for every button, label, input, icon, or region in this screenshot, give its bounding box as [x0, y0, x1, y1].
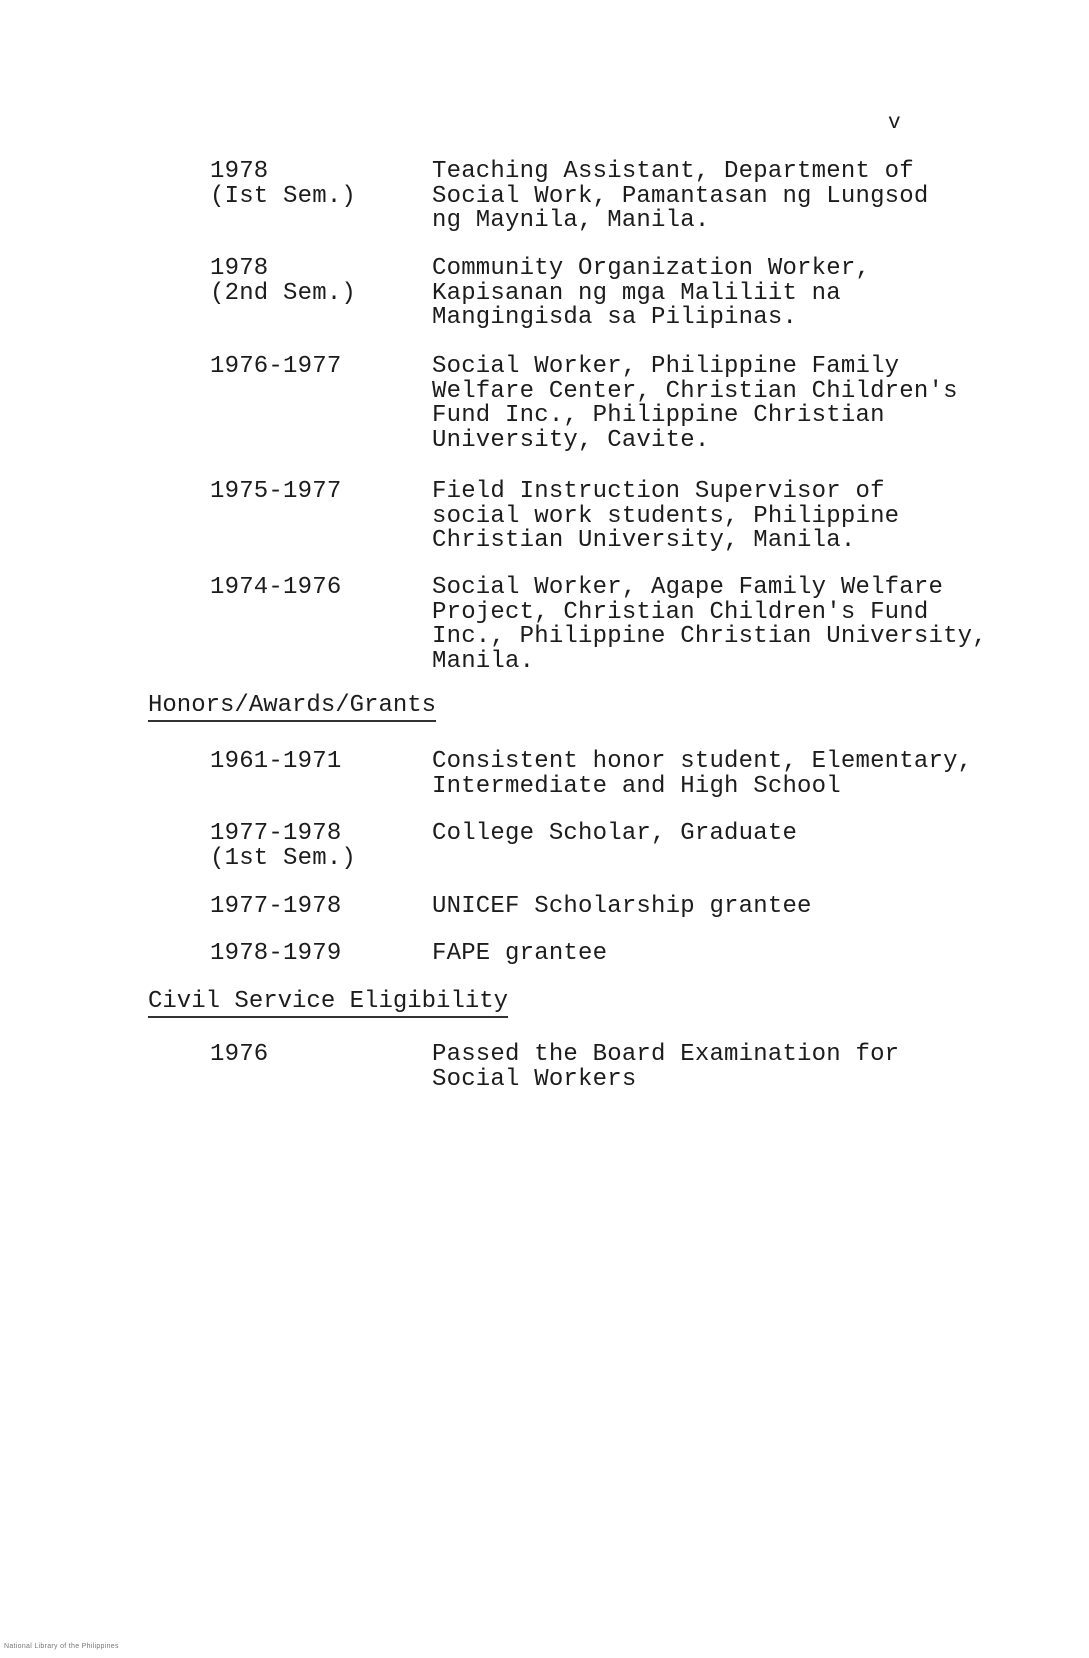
entry-description: Consistent honor student, Elementary, Intermediate and High School — [432, 748, 973, 800]
entry-description: Community Organization Worker, Kapisanan ng mga Maliliit na Mangingisda sa Pilipinas. — [432, 255, 871, 331]
entry-description: UNICEF Scholarship grantee — [432, 893, 812, 920]
entry-date: 1975-1977 — [210, 478, 342, 505]
page-number: v — [888, 112, 901, 135]
entry-date: 1976-1977 — [210, 353, 342, 380]
entry-description: FAPE grantee — [432, 940, 608, 967]
entry-description: Passed the Board Examination for Social Workers — [432, 1041, 900, 1093]
entry-date: 1976 — [210, 1041, 269, 1068]
entry-date: 1978 (2nd Sem.) — [210, 255, 357, 307]
entry-description: Social Worker, Agape Family Welfare Project, Christian Children's Fund Inc., Philippine Christian University, Manila. — [432, 574, 987, 675]
section-heading-civil-service: Civil Service Eligibility — [148, 990, 508, 1018]
entry-description: Field Instruction Supervisor of social work students, Philippine Christian University, Manila. — [432, 478, 900, 554]
entry-description: Teaching Assistant, Department of Social Work, Pamantasan ng Lungsod ng Maynila, Manila. — [432, 158, 929, 234]
entry-date: 1978-1979 — [210, 940, 342, 967]
entry-description: Social Worker, Philippine Family Welfare Center, Christian Children's Fund Inc., Philippine Christian University, Cavite. — [432, 353, 958, 454]
entry-date: 1977-1978 (1st Sem.) — [210, 820, 357, 872]
section-heading-honors: Honors/Awards/Grants — [148, 694, 436, 722]
entry-date: 1961-1971 — [210, 748, 342, 775]
entry-date: 1977-1978 — [210, 893, 342, 920]
entry-date: 1978 (Ist Sem.) — [210, 158, 357, 210]
entry-date: 1974-1976 — [210, 574, 342, 601]
entry-description: College Scholar, Graduate — [432, 820, 798, 847]
footer-note: National Library of the Philippines — [4, 1643, 119, 1650]
